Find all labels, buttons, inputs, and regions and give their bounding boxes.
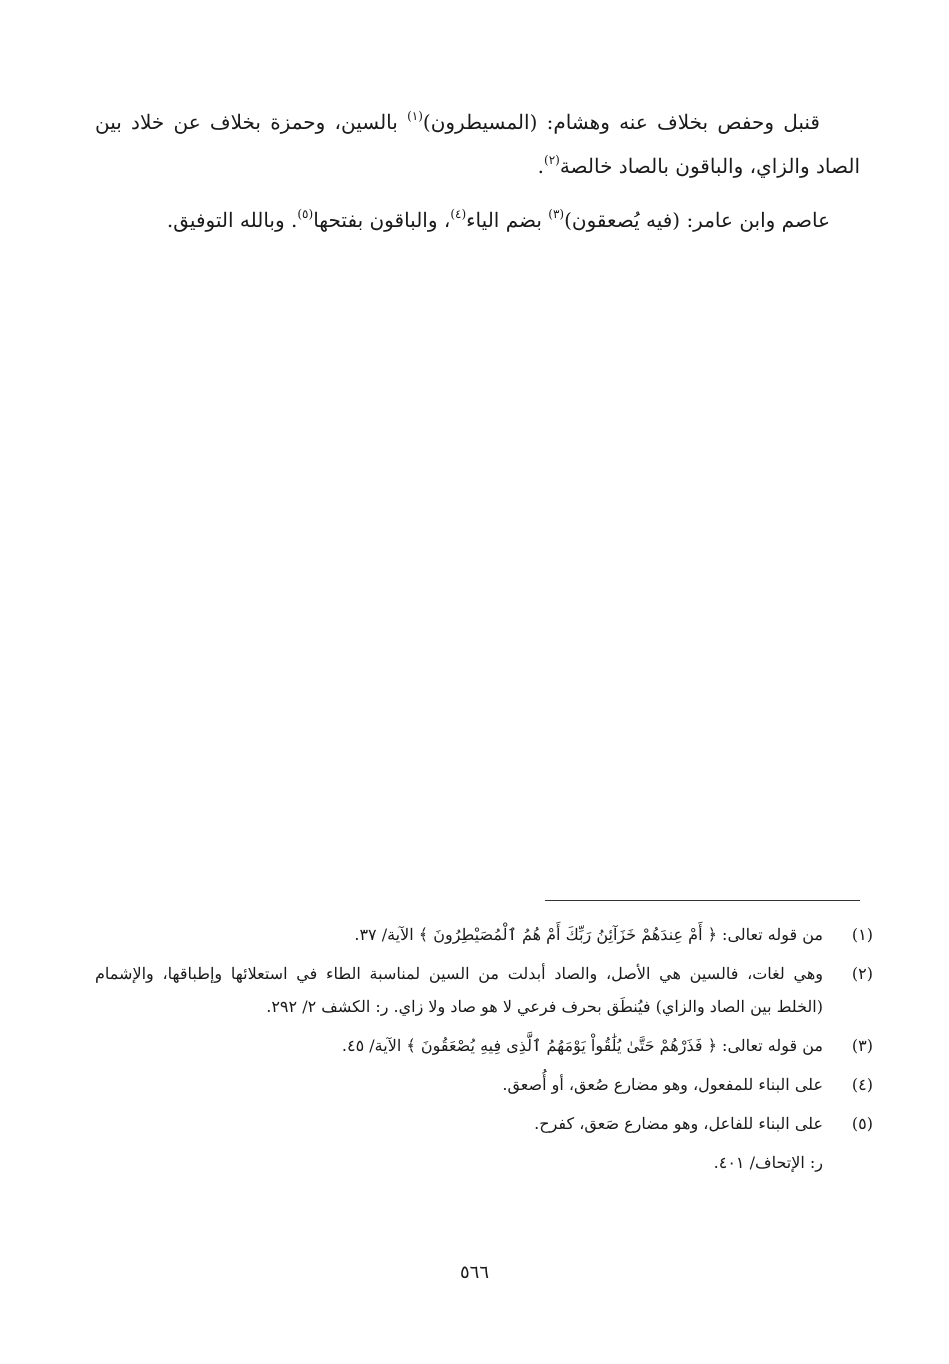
paragraph-1-text-c: . bbox=[537, 154, 544, 178]
footnote-marker-3: (٣) bbox=[548, 207, 565, 221]
footnote-marker-1: (١) bbox=[407, 109, 423, 123]
footnote-marker-4: (٤) bbox=[450, 207, 467, 221]
footnote-1 bbox=[95, 918, 873, 951]
footnote-number: (٢) bbox=[851, 964, 873, 983]
main-text bbox=[95, 100, 860, 252]
footnote-text: على البناء للمفعول، وهو مضارع صُعق، أو أُصعق. bbox=[502, 1075, 823, 1094]
footnote-divider bbox=[545, 900, 860, 901]
paragraph-1 bbox=[95, 100, 860, 188]
paragraph-2-text-d: . وبالله التوفيق. bbox=[166, 208, 298, 232]
footnotes bbox=[95, 918, 873, 1179]
footnote-4 bbox=[95, 1068, 873, 1101]
footnote-marker-2: (٢) bbox=[544, 153, 560, 167]
paragraph-2 bbox=[95, 198, 860, 242]
footnote-text: على البناء للفاعل، وهو مضارع صَعق، كفرح. bbox=[534, 1114, 823, 1133]
footnote-3 bbox=[95, 1029, 873, 1062]
footnote-text: من قوله تعالى: ﴿ أَمْ عِندَهُمْ خَزَآئِنُ رَبِّكَ أَمْ هُمُ ٱلْمُصَيْطِرُونَ ﴾ الآية/ ٣٧. bbox=[354, 925, 823, 944]
footnote-text: وهي لغات، فالسين هي الأصل، والصاد أبدلت من السين لمناسبة الطاء في استعلائها وإطباقها، والإشمام (الخلط بين الصاد والزاي) فيُنطَق بحرف فرعي لا هو صاد ولا زاي. ر: الكشف ٢/ ٢٩٢. bbox=[95, 964, 823, 1016]
footnote-reference: ر: الإتحاف/ ٤٠١. bbox=[713, 1153, 823, 1172]
footnote-number: (٤) bbox=[851, 1075, 873, 1094]
footnote-number: (٣) bbox=[851, 1036, 873, 1055]
footnote-text: من قوله تعالى: ﴿ فَذَرْهُمْ حَتَّىٰ يُلَٰقُواْ يَوْمَهُمُ ٱلَّذِى فِيهِ يُصْعَقُونَ ﴾ الآية/ ٤٥. bbox=[341, 1036, 823, 1055]
page-number: ٥٦٦ bbox=[459, 1262, 489, 1283]
footnote-marker-5: (٥) bbox=[297, 207, 314, 221]
footnote-2 bbox=[95, 957, 873, 1023]
paragraph-2-text-a: عاصم وابن عامر: (فيه يُصعقون) bbox=[564, 208, 830, 232]
paragraph-1-text-b: بالسين، وحمزة بخلاف عن خلاد بين الصاد والزاي، والباقون بالصاد خالصة bbox=[95, 110, 860, 178]
paragraph-2-text-b: بضم الياء bbox=[466, 208, 549, 232]
footnote-5 bbox=[95, 1107, 873, 1140]
paragraph-2-text-c: ، والباقون بفتحها bbox=[313, 208, 451, 232]
footnote-number: (١) bbox=[851, 925, 873, 944]
footnote-number: (٥) bbox=[851, 1114, 873, 1133]
paragraph-1-text-a: قنبل وحفص بخلاف عنه وهشام: (المسيطرون) bbox=[422, 110, 820, 134]
